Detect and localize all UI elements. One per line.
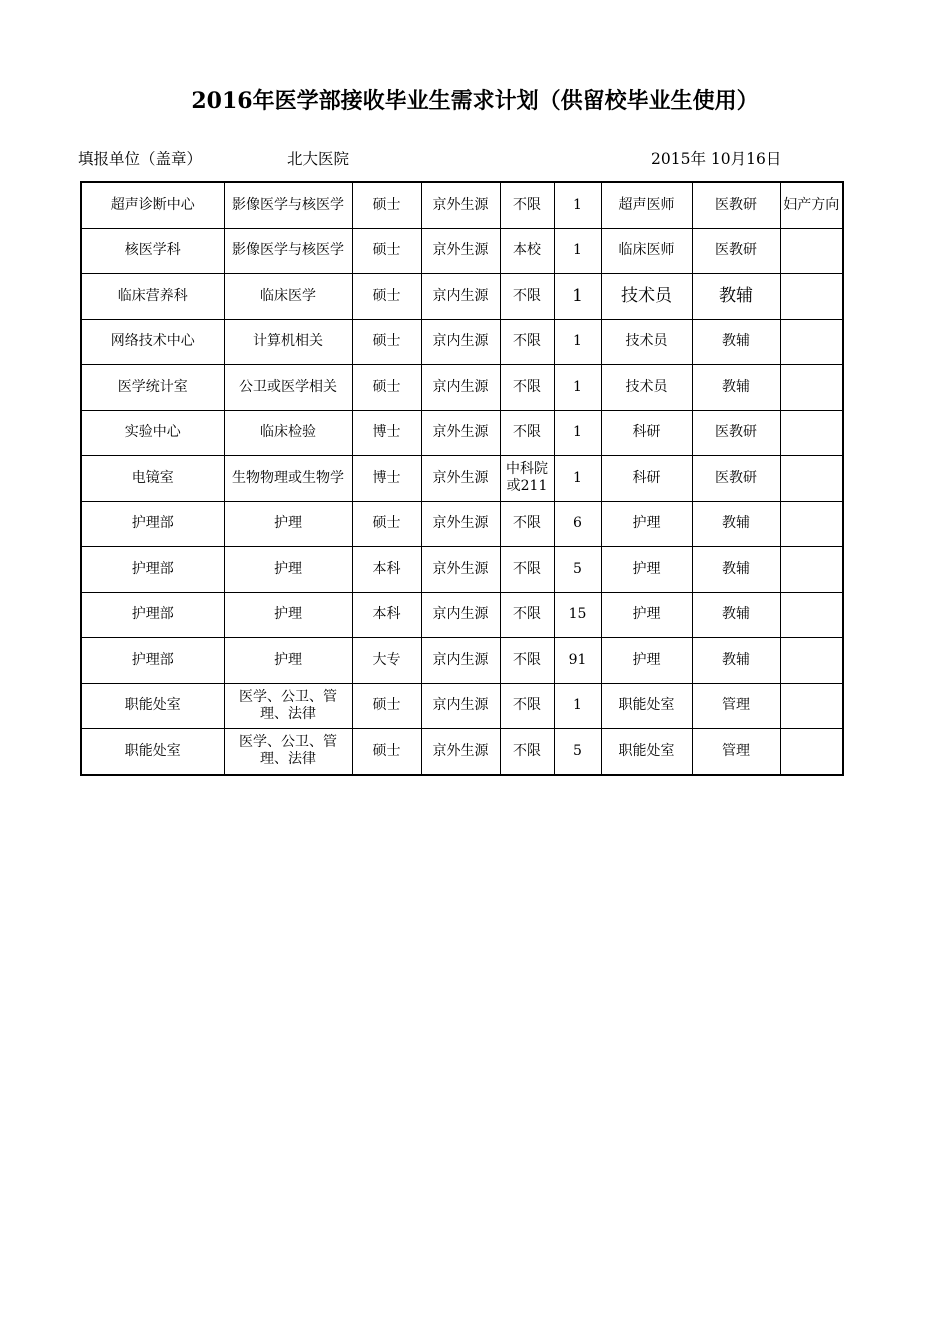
cell-department: 超声诊断中心 — [81, 182, 224, 228]
cell-department: 职能处室 — [81, 729, 224, 775]
cell-category: 医教研 — [692, 182, 780, 228]
cell-origin: 京外生源 — [421, 182, 500, 228]
cell-department: 护理部 — [81, 501, 224, 547]
cell-department: 护理部 — [81, 638, 224, 684]
cell-major: 医学、公卫、管理、法律 — [224, 683, 352, 729]
cell-position: 护理 — [601, 501, 692, 547]
cell-origin: 京内生源 — [421, 683, 500, 729]
cell-degree: 本科 — [352, 547, 421, 593]
cell-count: 1 — [554, 410, 601, 456]
table-row — [81, 456, 843, 502]
cell-school-req: 不限 — [500, 410, 554, 456]
unit-name: 北大医院 — [287, 150, 350, 168]
cell-school-req: 不限 — [500, 638, 554, 684]
cell-degree: 硕士 — [352, 729, 421, 775]
cell-degree: 硕士 — [352, 228, 421, 274]
cell-remark — [780, 501, 843, 547]
cell-department: 核医学科 — [81, 228, 224, 274]
cell-school-req: 不限 — [500, 365, 554, 411]
cell-major: 护理 — [224, 547, 352, 593]
cell-school-req: 不限 — [500, 182, 554, 228]
cell-count: 1 — [554, 274, 601, 320]
cell-position: 护理 — [601, 547, 692, 593]
cell-count: 5 — [554, 729, 601, 775]
fill-date: 2015年 10月16日 — [651, 150, 782, 168]
cell-category: 教辅 — [692, 592, 780, 638]
cell-major: 临床检验 — [224, 410, 352, 456]
cell-origin: 京外生源 — [421, 456, 500, 502]
cell-remark — [780, 592, 843, 638]
cell-remark — [780, 683, 843, 729]
unit-label: 填报单位（盖章） — [78, 150, 203, 168]
cell-school-req: 中科院或211 — [500, 456, 554, 502]
cell-count: 1 — [554, 319, 601, 365]
table-row — [81, 319, 843, 365]
cell-position: 技术员 — [601, 319, 692, 365]
cell-origin: 京外生源 — [421, 729, 500, 775]
cell-school-req: 不限 — [500, 274, 554, 320]
cell-remark — [780, 729, 843, 775]
cell-major: 影像医学与核医学 — [224, 182, 352, 228]
cell-category: 教辅 — [692, 319, 780, 365]
cell-remark — [780, 547, 843, 593]
cell-major: 计算机相关 — [224, 319, 352, 365]
cell-category: 教辅 — [692, 365, 780, 411]
cell-department: 护理部 — [81, 547, 224, 593]
cell-origin: 京外生源 — [421, 228, 500, 274]
cell-remark — [780, 456, 843, 502]
cell-major: 临床医学 — [224, 274, 352, 320]
cell-degree: 大专 — [352, 638, 421, 684]
cell-count: 15 — [554, 592, 601, 638]
cell-remark — [780, 638, 843, 684]
cell-remark — [780, 319, 843, 365]
cell-category: 教辅 — [692, 547, 780, 593]
cell-major: 生物物理或生物学 — [224, 456, 352, 502]
cell-origin: 京内生源 — [421, 638, 500, 684]
table-row — [81, 729, 843, 775]
cell-degree: 博士 — [352, 410, 421, 456]
cell-school-req: 不限 — [500, 592, 554, 638]
cell-position: 护理 — [601, 638, 692, 684]
cell-major: 公卫或医学相关 — [224, 365, 352, 411]
cell-origin: 京内生源 — [421, 274, 500, 320]
table-row — [81, 182, 843, 228]
cell-category: 医教研 — [692, 228, 780, 274]
cell-degree: 本科 — [352, 592, 421, 638]
cell-degree: 博士 — [352, 456, 421, 502]
table-row — [81, 638, 843, 684]
cell-category: 教辅 — [692, 274, 780, 320]
cell-position: 科研 — [601, 456, 692, 502]
cell-position: 护理 — [601, 592, 692, 638]
table-row — [81, 228, 843, 274]
cell-school-req: 本校 — [500, 228, 554, 274]
cell-position: 职能处室 — [601, 683, 692, 729]
cell-position: 技术员 — [601, 365, 692, 411]
cell-category: 管理 — [692, 729, 780, 775]
cell-remark: 妇产方向 — [780, 182, 843, 228]
page-title: 2016年医学部接收毕业生需求计划（供留校毕业生使用） — [191, 88, 759, 114]
cell-major: 护理 — [224, 592, 352, 638]
cell-department: 临床营养科 — [81, 274, 224, 320]
cell-remark — [780, 365, 843, 411]
cell-degree: 硕士 — [352, 501, 421, 547]
cell-count: 6 — [554, 501, 601, 547]
cell-origin: 京内生源 — [421, 365, 500, 411]
cell-school-req: 不限 — [500, 501, 554, 547]
cell-degree: 硕士 — [352, 274, 421, 320]
cell-department: 护理部 — [81, 592, 224, 638]
table-row — [81, 683, 843, 729]
cell-school-req: 不限 — [500, 547, 554, 593]
cell-school-req: 不限 — [500, 319, 554, 365]
cell-count: 1 — [554, 228, 601, 274]
cell-department: 网络技术中心 — [81, 319, 224, 365]
cell-remark — [780, 274, 843, 320]
cell-category: 管理 — [692, 683, 780, 729]
cell-category: 医教研 — [692, 456, 780, 502]
table-row — [81, 365, 843, 411]
cell-department: 实验中心 — [81, 410, 224, 456]
table-row — [81, 410, 843, 456]
cell-count: 1 — [554, 365, 601, 411]
cell-major: 护理 — [224, 501, 352, 547]
cell-count: 1 — [554, 456, 601, 502]
demand-plan-table — [80, 181, 844, 776]
cell-remark — [780, 410, 843, 456]
cell-degree: 硕士 — [352, 365, 421, 411]
table-row — [81, 501, 843, 547]
table-row — [81, 592, 843, 638]
cell-degree: 硕士 — [352, 182, 421, 228]
cell-category: 教辅 — [692, 638, 780, 684]
cell-position: 科研 — [601, 410, 692, 456]
cell-origin: 京外生源 — [421, 410, 500, 456]
cell-department: 医学统计室 — [81, 365, 224, 411]
cell-major: 医学、公卫、管理、法律 — [224, 729, 352, 775]
cell-origin: 京外生源 — [421, 547, 500, 593]
cell-major: 护理 — [224, 638, 352, 684]
table-row — [81, 547, 843, 593]
cell-position: 技术员 — [601, 274, 692, 320]
cell-category: 医教研 — [692, 410, 780, 456]
cell-origin: 京外生源 — [421, 501, 500, 547]
cell-remark — [780, 228, 843, 274]
cell-position: 临床医师 — [601, 228, 692, 274]
cell-major: 影像医学与核医学 — [224, 228, 352, 274]
table-body — [81, 182, 843, 775]
cell-position: 职能处室 — [601, 729, 692, 775]
cell-count: 1 — [554, 182, 601, 228]
cell-degree: 硕士 — [352, 319, 421, 365]
cell-category: 教辅 — [692, 501, 780, 547]
cell-school-req: 不限 — [500, 683, 554, 729]
table-row — [81, 274, 843, 320]
cell-count: 91 — [554, 638, 601, 684]
cell-department: 电镜室 — [81, 456, 224, 502]
cell-origin: 京内生源 — [421, 319, 500, 365]
cell-origin: 京内生源 — [421, 592, 500, 638]
cell-degree: 硕士 — [352, 683, 421, 729]
cell-school-req: 不限 — [500, 729, 554, 775]
cell-count: 5 — [554, 547, 601, 593]
cell-position: 超声医师 — [601, 182, 692, 228]
cell-count: 1 — [554, 683, 601, 729]
cell-department: 职能处室 — [81, 683, 224, 729]
